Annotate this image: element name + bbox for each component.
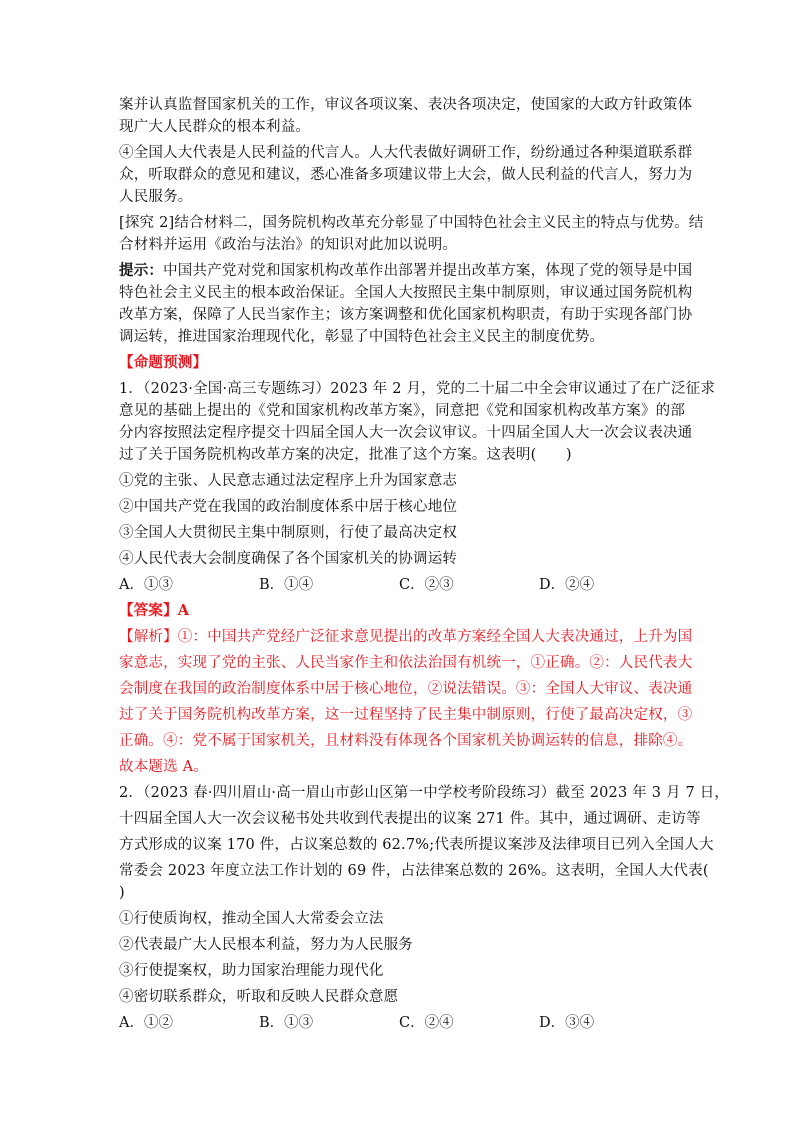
statement: ①行使质询权，推动全国人大常委会立法 [119, 911, 384, 927]
document-page [119, 94, 730, 1034]
question-stem-line: 1．（2023·全国·高三专题练习）2023 年 2 月，党的二十届二中全会审议通过了在广泛征求 [119, 381, 716, 397]
question-stem-line: 方式形成的议案 170 件，占议案总数的 62.7%;代表所提议案涉及法律项目已列入全国人大 [119, 837, 714, 853]
analysis-line: 会制度在我国的政治制度体系中居于核心地位，②说法错误。③：全国人大审议、表决通 [119, 681, 693, 697]
text-line: 合材料并运用《政治与法治》的知识对此加以说明。 [119, 237, 458, 253]
option-a: A．①③ [119, 577, 173, 593]
statement: ①党的主张、人民意志通过法定程序上升为国家意志 [119, 473, 458, 489]
hint-text: 中国共产党对党和国家机构改革作出部署并提出改革方案，体现了党的领导是中国 [163, 263, 693, 279]
option-b: B．①④ [259, 577, 314, 593]
question-stem-line: 意见的基础上提出的《党和国家机构改革方案》，同意把《党和国家机构改革方案》的部 [119, 403, 686, 419]
option-b: B．①③ [259, 1015, 314, 1031]
analysis-line: 正确。④：党不属于国家机关，且材料没有体现各个国家机关协调运转的信息，排除④。 [119, 733, 693, 749]
question-stem-line: 2．（2023 春·四川眉山·高一眉山市彭山区第一中学校考阶段练习）截至 2023 年 3 月 7 日， [119, 785, 730, 801]
text-line [119, 260, 693, 282]
question-1 [119, 378, 716, 778]
text-line: [探究 2]结合材料二，国务院机构改革充分彰显了中国特色社会主义民主的特点与优势。结 [119, 215, 704, 231]
text-line: 人民服务。 [119, 189, 193, 205]
explore-2-question [119, 212, 704, 256]
statement: ③全国人大贯彻民主集中制原则，行使了最高决定权 [119, 525, 458, 541]
text-line: ④全国人大代表是人民利益的代言人。人大代表做好调研工作，纷纷通过各种渠道联系群 [119, 145, 693, 161]
text-line: 改革方案，保障了人民当家作主；该方案调整和优化国家机构职责，有助于实现各部门协 [119, 307, 693, 323]
question-2 [119, 782, 730, 1034]
hint-label: 提示： [119, 262, 164, 279]
option-d: D．③④ [539, 1015, 595, 1031]
analysis-line: 【解析】①：中国共产党经广泛征求意见提出的改革方案经全国人大表决通过，上升为国 [119, 629, 693, 645]
text-line: 案并认真监督国家机关的工作，审议各项议案、表决各项决定，使国家的大政方针政策体 [119, 97, 693, 113]
intro-paragraph [119, 94, 693, 208]
statement: ②代表最广大人民根本利益，努力为人民服务 [119, 937, 413, 953]
statement: ③行使提案权，助力国家治理能力现代化 [119, 963, 384, 979]
option-c: C．②③ [399, 577, 454, 593]
text-line: 现广大人民群众的根本利益。 [119, 119, 311, 135]
option-d: D．②④ [539, 577, 595, 593]
statement: ④人民代表大会制度确保了各个国家机关的协调运转 [119, 551, 458, 567]
answer: 【答案】A [119, 602, 190, 619]
question-stem-line: 分内容按照法定程序提交十四届全国人大一次会议审议。十四届全国人大一次会议表决通 [119, 425, 693, 441]
options-row [119, 1012, 689, 1034]
question-stem-line: 常委会 2023 年度立法工作计划的 69 件，占法律案总数的 26%。这表明，全国人大代表( [119, 863, 709, 879]
section-title: 【命题预测】 [119, 354, 208, 371]
statement: ④密切联系群众，听取和反映人民群众意愿 [119, 989, 399, 1005]
option-a: A．①② [119, 1015, 173, 1031]
hint-paragraph [119, 260, 693, 348]
text-line: 众，听取群众的意见和建议，悉心准备多项建议带上大会，做人民利益的代言人，努力为 [119, 167, 693, 183]
option-c: C．②④ [399, 1015, 454, 1031]
options-row [119, 574, 689, 596]
statement: ②中国共产党在我国的政治制度体系中居于核心地位 [119, 499, 458, 515]
question-stem-line: 十四届全国人大一次会议秘书处共收到代表提出的议案 271 件。其中，通过调研、走访等 [119, 811, 701, 827]
text-line: 特色社会主义民主的根本政治保证。全国人大按照民主集中制原则，审议通过国务院机构 [119, 285, 693, 301]
question-stem-line: ) [119, 885, 125, 901]
text-line: 调运转，推进国家治理现代化，彰显了中国特色社会主义民主的制度优势。 [119, 329, 605, 345]
analysis-line: 故本题选 A。 [119, 759, 208, 775]
analysis-line: 过了关于国务院机构改革方案，这一过程坚持了民主集中制原则，行使了最高决定权，③ [119, 707, 693, 723]
analysis-line: 家意志，实现了党的主张、人民当家作主和依法治国有机统一，①正确。②：人民代表大 [119, 655, 693, 671]
analysis [119, 626, 693, 778]
question-stem-line: 过了关于国务院机构改革方案的决定，批准了这个方案。这表明( ) [119, 447, 572, 463]
